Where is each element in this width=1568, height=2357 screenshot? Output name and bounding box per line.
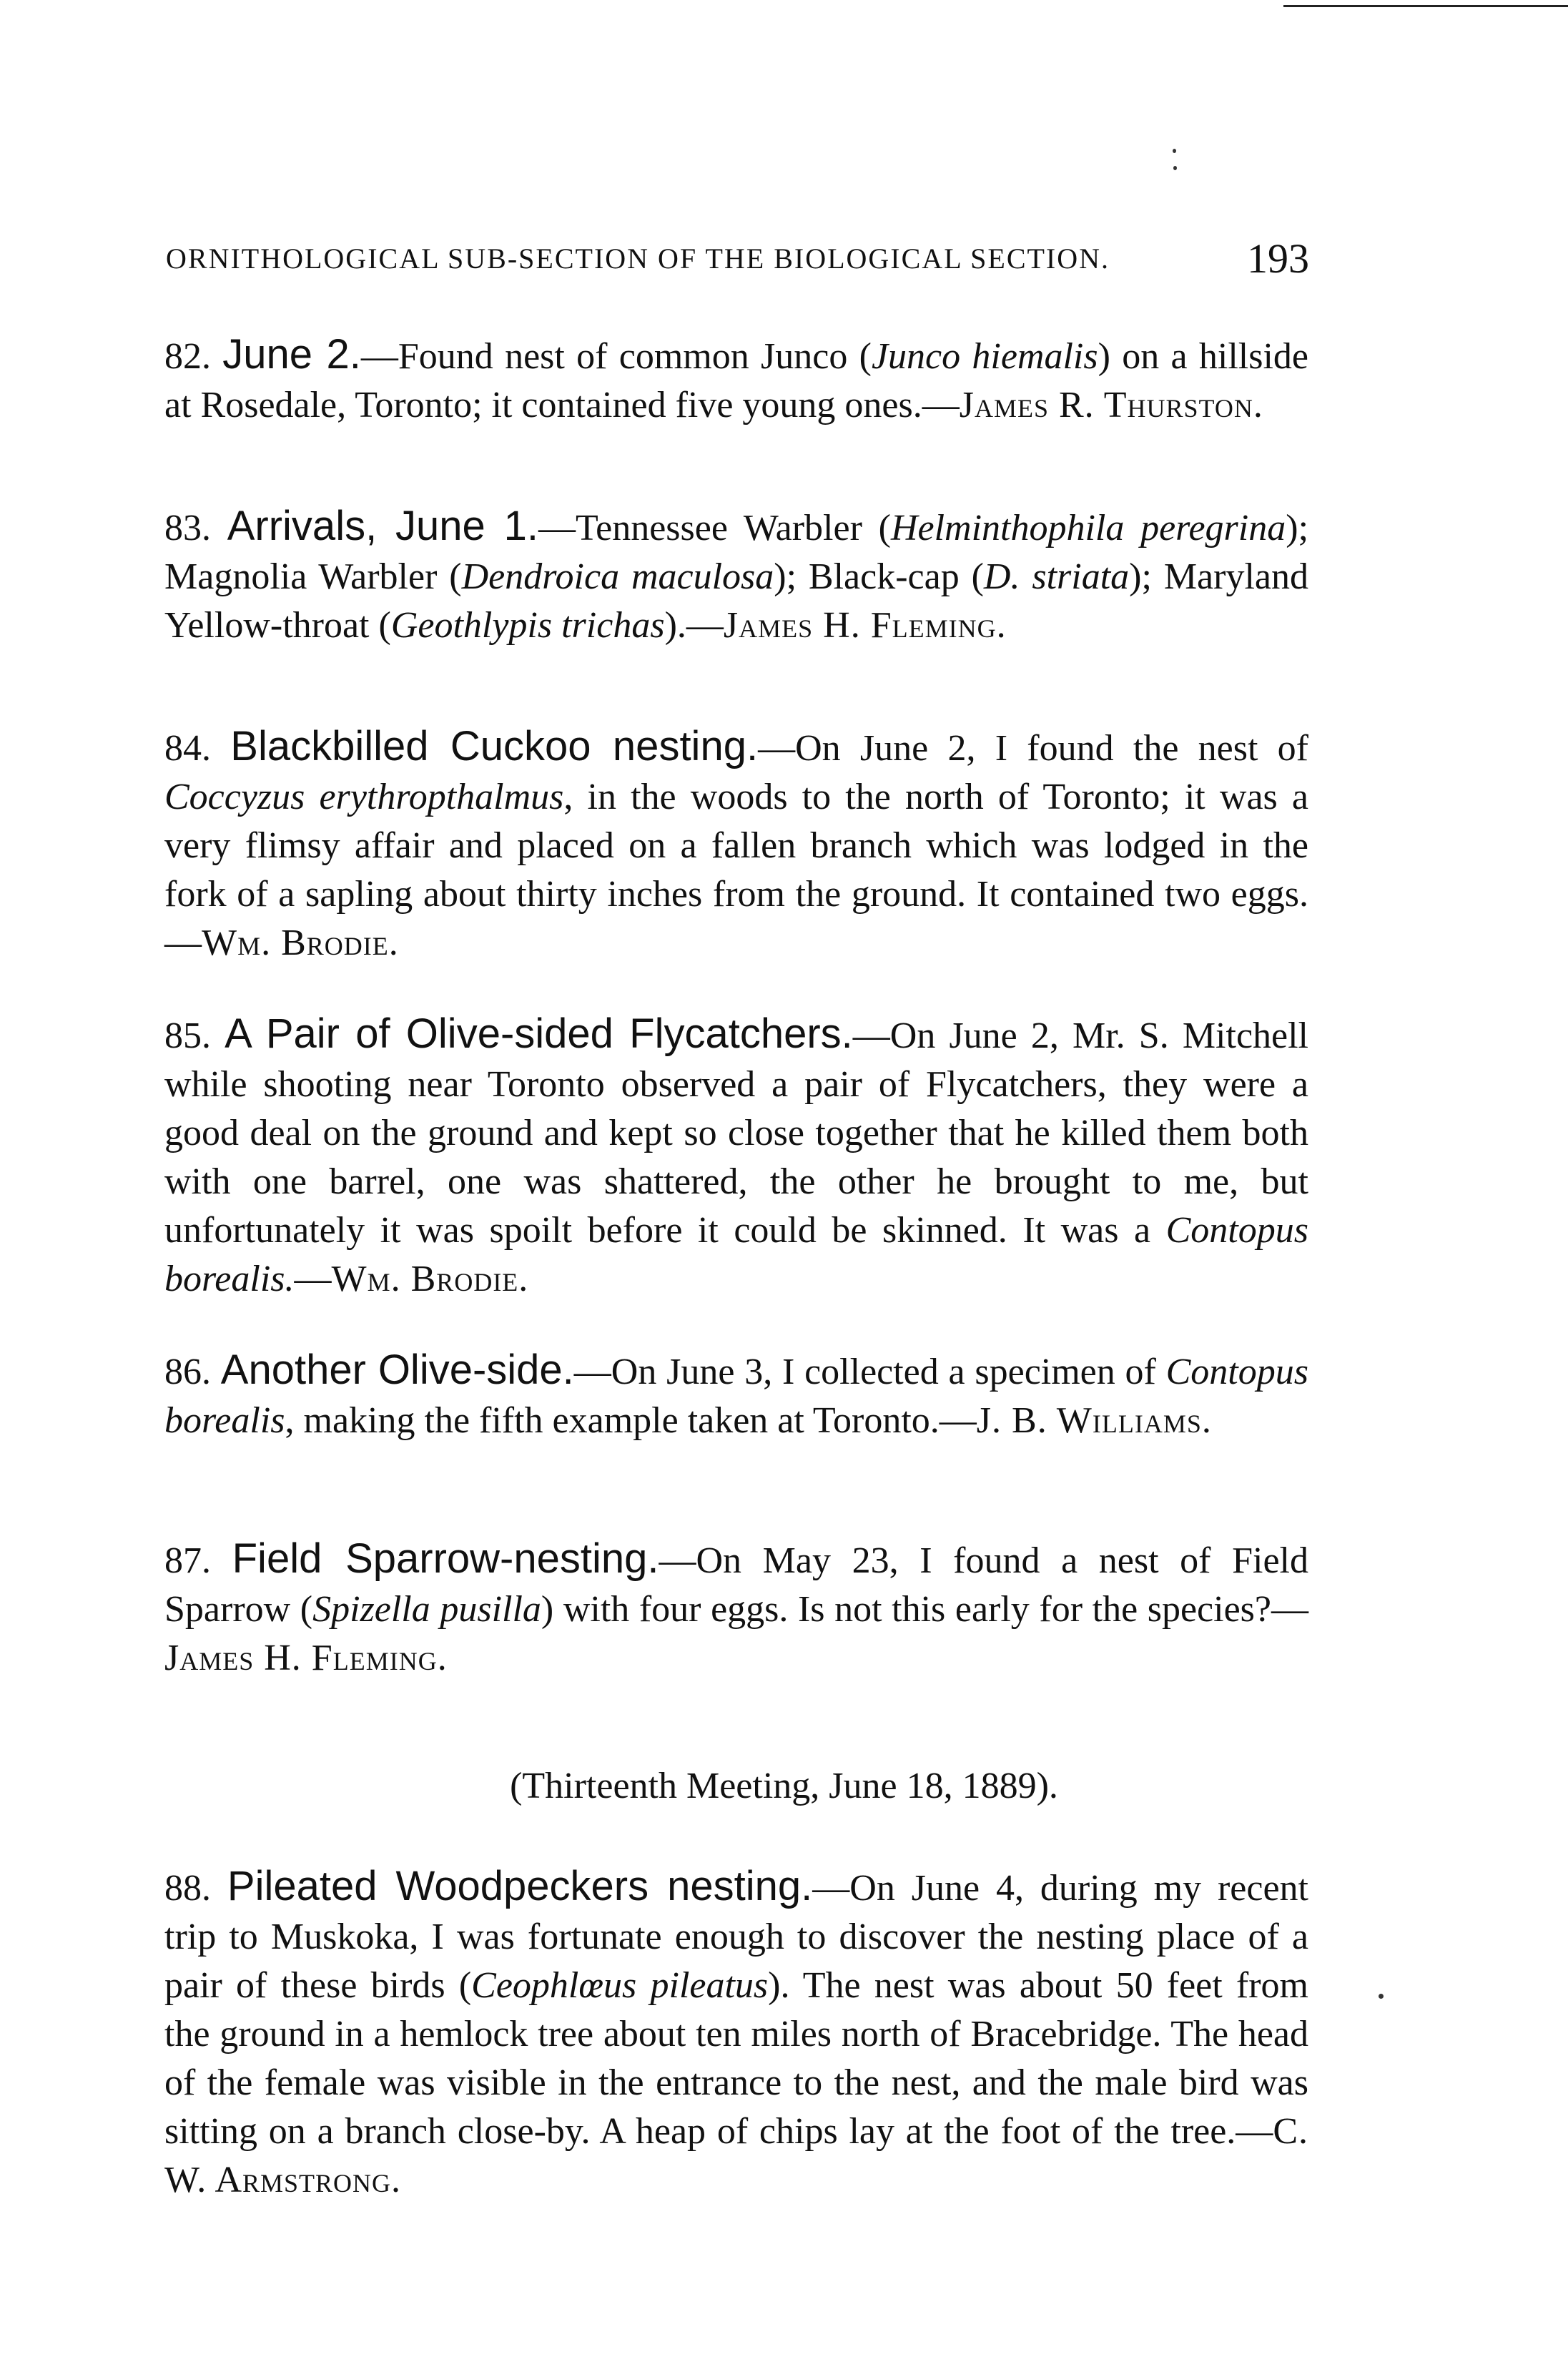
scientific-name: D. striata [983, 556, 1130, 597]
meeting-heading: (Thirteenth Meeting, June 18, 1889). [510, 1766, 1058, 1806]
entry-text: ); Black-cap ( [774, 556, 984, 597]
entry-text: — [294, 1259, 332, 1299]
entry-title: Another Olive-side. [220, 1347, 574, 1393]
entry-author: C. W. Armstrong. [164, 2111, 1308, 2200]
entry-number: 87. [164, 1540, 211, 1581]
entry-number: 85. [164, 1015, 211, 1056]
entry-88 [164, 1862, 1308, 2205]
entry-87 [164, 1535, 1308, 1683]
entry-author: James H. Fleming. [164, 1638, 448, 1678]
scientific-name: Coccyzus erythropthalmus [164, 777, 564, 817]
entry-number: 88. [164, 1868, 211, 1909]
entry-text: —Found nest of common Junco ( [360, 336, 872, 377]
scan-speck [1173, 166, 1177, 170]
entry-text: —On May 23, I found a nest of Field Sparrow ( [164, 1540, 1308, 1630]
entry-text: ); Magnolia Warbler ( [164, 508, 1309, 597]
scientific-name: Contopus borealis. [164, 1210, 1308, 1299]
scientific-name: Dendroica maculosa [461, 556, 774, 597]
entry-text: ) on a hillside at Rosedale, Toronto; it contained five young ones.— [164, 336, 1308, 425]
entry-author: Wm. Brodie. [331, 1259, 529, 1299]
page-number: 193 [1247, 235, 1309, 282]
entry-text: ); Maryland Yellow-throat ( [164, 556, 1308, 646]
entry-text: —Tennessee Warbler ( [538, 508, 891, 548]
scan-speck [1173, 149, 1176, 153]
entry-title: Field Sparrow-nesting. [232, 1535, 659, 1582]
scientific-name: Contopus borealis [164, 1352, 1308, 1441]
entry-number: 82. [164, 336, 211, 377]
entry-author: J. B. Williams. [976, 1400, 1212, 1441]
entry-title: Arrivals, June 1. [227, 503, 539, 549]
entry-author: James R. Thurston. [959, 385, 1263, 425]
entry-number: 86. [164, 1352, 211, 1392]
scientific-name: Junco hiemalis [871, 336, 1098, 377]
entry-number: 83. [164, 508, 211, 548]
entry-82 [164, 330, 1308, 430]
entry-84 [164, 722, 1308, 968]
entry-text: , in the woods to the north of Toronto; it was a very flimsy affair and placed on a fallen branch which was lodged in the fork of a sapling about thirty inches from the ground. It contained two eggs.— [164, 777, 1308, 963]
scientific-name: Geothlypis trichas [390, 605, 665, 646]
scientific-name: Spizella pusilla [312, 1589, 541, 1630]
entry-text: , making the fifth example taken at Toronto.— [285, 1400, 977, 1441]
entry-text: ).— [664, 605, 724, 646]
entry-title: Pileated Woodpeckers nesting. [227, 1863, 813, 1909]
entry-85 [164, 1010, 1308, 1304]
running-header: ORNITHOLOGICAL SUB-SECTION OF THE BIOLOGICAL SECTION. [166, 242, 1110, 275]
entry-title: Blackbilled Cuckoo nesting. [230, 723, 759, 769]
entry-83 [164, 502, 1308, 650]
entry-text: —On June 2, Mr. S. Mitchell while shooting near Toronto observed a pair of Flycatchers, they were a good deal on the ground and kept so close together that he killed them both with one barrel, one was shattered, the other he brought to me, but unfortunately it was spoilt before it could be skinned. It was a [164, 1015, 1309, 1251]
entry-text: ) with four eggs. Is not this early for the species?— [541, 1589, 1308, 1630]
entry-author: James H. Fleming. [723, 605, 1007, 646]
entry-number: 84. [164, 728, 211, 769]
scan-edge-line [1283, 5, 1568, 7]
scientific-name: Helminthophila peregrina [890, 508, 1286, 548]
scientific-name: Ceophlœus pileatus [471, 1965, 769, 2006]
entry-text: —On June 3, I collected a specimen of [573, 1352, 1166, 1392]
entry-title: June 2. [222, 331, 361, 378]
entry-text: —On June 2, I found the nest of [758, 728, 1309, 769]
scan-speck [1379, 1994, 1384, 1999]
entry-86 [164, 1346, 1308, 1445]
entry-title: A Pair of Olive-sided Flycatchers. [225, 1010, 853, 1057]
entry-author: Wm. Brodie. [202, 922, 399, 963]
entry-text: —On June 4, during my recent trip to Muskoka, I was fortunate enough to discover the nesting place of a pair of these birds ( [164, 1868, 1308, 2006]
entry-text: ). The nest was about 50 feet from the ground in a hemlock tree about ten miles north of Bracebridge. The head of the female was visible in the entrance to the nest, and the male bird was sitting on a branch close-by. A heap of chips lay at the foot of the tree.— [164, 1965, 1308, 2152]
